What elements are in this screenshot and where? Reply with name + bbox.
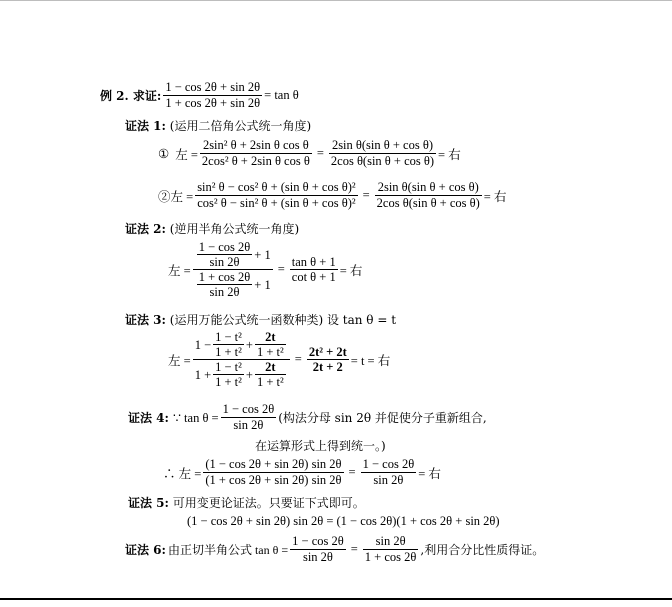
denominator: 1 + t²	[215, 375, 242, 389]
denominator: cot θ + 1	[291, 270, 336, 284]
denominator: sin 2θ	[290, 549, 346, 565]
goal-fraction	[163, 80, 262, 111]
plus-sign: +	[245, 337, 253, 352]
method3-fraction	[307, 345, 349, 374]
method3-right: = t = 右	[350, 353, 391, 368]
method5-heading	[128, 496, 365, 510]
denominator: (1 + cos 2θ + sin 2θ) sin 2θ	[205, 473, 342, 487]
numerator: 1 − t²	[215, 360, 242, 374]
denominator: sin 2θ	[221, 417, 277, 433]
method3-step	[168, 330, 390, 389]
method4-fraction-g	[203, 457, 343, 488]
one-plus: 1 +	[194, 367, 212, 382]
numerator: 1 − cos 2θ	[222, 402, 275, 416]
method4-line1	[128, 402, 487, 433]
numerator: 1 − cos 2θ	[362, 457, 415, 471]
step-b-right: = 右	[483, 189, 507, 204]
outer-denominator	[193, 359, 290, 389]
method4-lhs: ∵ tan θ =	[172, 410, 219, 425]
method5-title: 证法 5:	[128, 496, 169, 510]
step-a-left: 左 =	[175, 147, 198, 162]
plus-one: + 1	[254, 277, 271, 292]
step-b-fraction1	[195, 180, 357, 211]
method2-outer-fraction	[193, 240, 273, 299]
denominator: 1 + cos 2θ	[364, 550, 417, 564]
numerator: 2sin² θ + 2sin θ cos θ	[202, 138, 309, 152]
method6-fraction1	[290, 534, 346, 565]
method4-title: 证法 4:	[128, 411, 169, 425]
method1-title: 证法 1:	[125, 119, 166, 133]
denominator: sin 2θ	[197, 254, 253, 269]
method4-therefore: ∴ 左 =	[163, 466, 202, 481]
inner-fraction	[255, 330, 286, 359]
outer-numerator	[193, 330, 290, 359]
denominator: 2cos² θ + 2sin θ cos θ	[201, 154, 310, 168]
equals-sign: =	[316, 146, 324, 160]
denominator: 2cos θ(sin θ + cos θ)	[330, 154, 435, 168]
numerator: 1 − t²	[215, 330, 242, 344]
method2-title: 证法 2:	[125, 222, 166, 236]
method1-step-b	[158, 180, 506, 211]
numerator: 2t	[265, 360, 276, 374]
denominator: sin 2θ	[197, 284, 253, 299]
method6-tail: ,利用合分比性质得证。	[420, 543, 545, 557]
example-statement	[100, 80, 299, 111]
top-rule	[0, 0, 672, 1]
method6-lead: 由正切半角公式 tan θ =	[167, 543, 289, 557]
method2-heading	[125, 222, 299, 236]
denominator: 2t + 2	[307, 359, 349, 374]
step-a-right: = 右	[438, 147, 461, 162]
equals-sign: =	[294, 352, 302, 366]
method6-line	[125, 534, 544, 565]
numerator: 1 − cos 2θ	[292, 534, 344, 548]
method1-heading	[125, 119, 311, 133]
method2-left: 左 =	[168, 263, 191, 278]
numerator: 1 + cos 2θ	[198, 270, 251, 284]
method5-equation: (1 − cos 2θ + sin 2θ) sin 2θ = (1 − cos 2θ)(1 + cos 2θ + sin 2θ)	[187, 514, 500, 528]
equals-sign: =	[362, 188, 370, 202]
numerator: 2sin θ(sin θ + cos θ)	[377, 180, 479, 194]
numerator: sin² θ − cos² θ + (sin θ + cos θ)²	[197, 180, 356, 194]
inner-fraction	[197, 270, 253, 299]
equals-sign: =	[277, 262, 285, 276]
numerator: (1 − cos 2θ + sin 2θ) sin 2θ	[205, 457, 342, 471]
goal-denominator: 1 + cos 2θ + sin 2θ	[165, 96, 261, 110]
method3-outer-fraction	[193, 330, 290, 389]
method6-fraction2	[363, 534, 419, 565]
denominator: cos² θ − sin² θ + (sin θ + cos θ)²	[197, 196, 356, 210]
inner-fraction	[255, 360, 286, 389]
numerator: 2sin θ(sin θ + cos θ)	[331, 138, 433, 152]
numerator: sin 2θ	[375, 534, 406, 548]
bottom-rule	[0, 598, 672, 600]
example-label: 例 2. 求证:	[100, 89, 162, 103]
denominator: sin 2θ	[361, 472, 417, 488]
goal-rhs: = tan θ	[264, 88, 299, 102]
method6-title: 证法 6:	[125, 543, 166, 557]
method1-step-a	[158, 138, 461, 169]
numerator: 2t² + 2t	[308, 345, 347, 359]
step-a-label: ①	[158, 146, 170, 161]
step-a-fraction1	[200, 138, 312, 169]
outer-numerator	[193, 240, 273, 269]
method3-title: 证法 3:	[125, 313, 166, 327]
numerator: 2t	[265, 330, 276, 344]
goal-numerator: 1 − cos 2θ + sin 2θ	[165, 80, 261, 94]
equals-sign: =	[350, 542, 358, 556]
method1-note: (运用二倍角公式统一角度)	[169, 119, 312, 133]
method3-left: 左 =	[168, 353, 191, 368]
method3-heading	[125, 313, 396, 327]
plus-one: + 1	[254, 247, 271, 262]
method3-note: (运用万能公式统一函数种类) 设 tan θ = t	[169, 313, 397, 327]
method4-line2	[163, 457, 441, 488]
denominator: 1 + t²	[256, 345, 284, 359]
method2-fraction	[290, 255, 338, 284]
step-b-fraction2	[375, 180, 482, 211]
equals-sign: =	[348, 465, 356, 479]
inner-fraction	[213, 360, 244, 389]
inner-fraction	[213, 330, 244, 359]
outer-denominator	[193, 269, 273, 299]
method4-fraction-h	[361, 457, 417, 488]
denominator: 1 + t²	[256, 375, 284, 389]
plus-sign: +	[245, 367, 253, 382]
denominator: 1 + t²	[215, 345, 242, 359]
method4-right: = 右	[418, 466, 441, 481]
method2-right: = 右	[339, 263, 363, 278]
method4-note2: 在运算形式上得到统一。)	[255, 439, 386, 453]
method4-fraction	[221, 402, 277, 433]
method2-step	[168, 240, 362, 299]
method5-note: 可用变更论证法。只要证下式即可。	[172, 496, 365, 510]
step-a-fraction2	[329, 138, 436, 169]
method2-note: (逆用半角公式统一角度)	[169, 222, 300, 236]
one-minus: 1 −	[194, 337, 212, 352]
numerator: tan θ + 1	[291, 255, 336, 269]
denominator: 2cos θ(sin θ + cos θ)	[376, 196, 480, 210]
method4-note1: (构法分母 sin 2θ 并促使分子重新组合,	[278, 411, 487, 425]
inner-fraction	[197, 240, 253, 269]
step-b-label: ②左 =	[158, 189, 194, 204]
numerator: 1 − cos 2θ	[198, 240, 251, 254]
